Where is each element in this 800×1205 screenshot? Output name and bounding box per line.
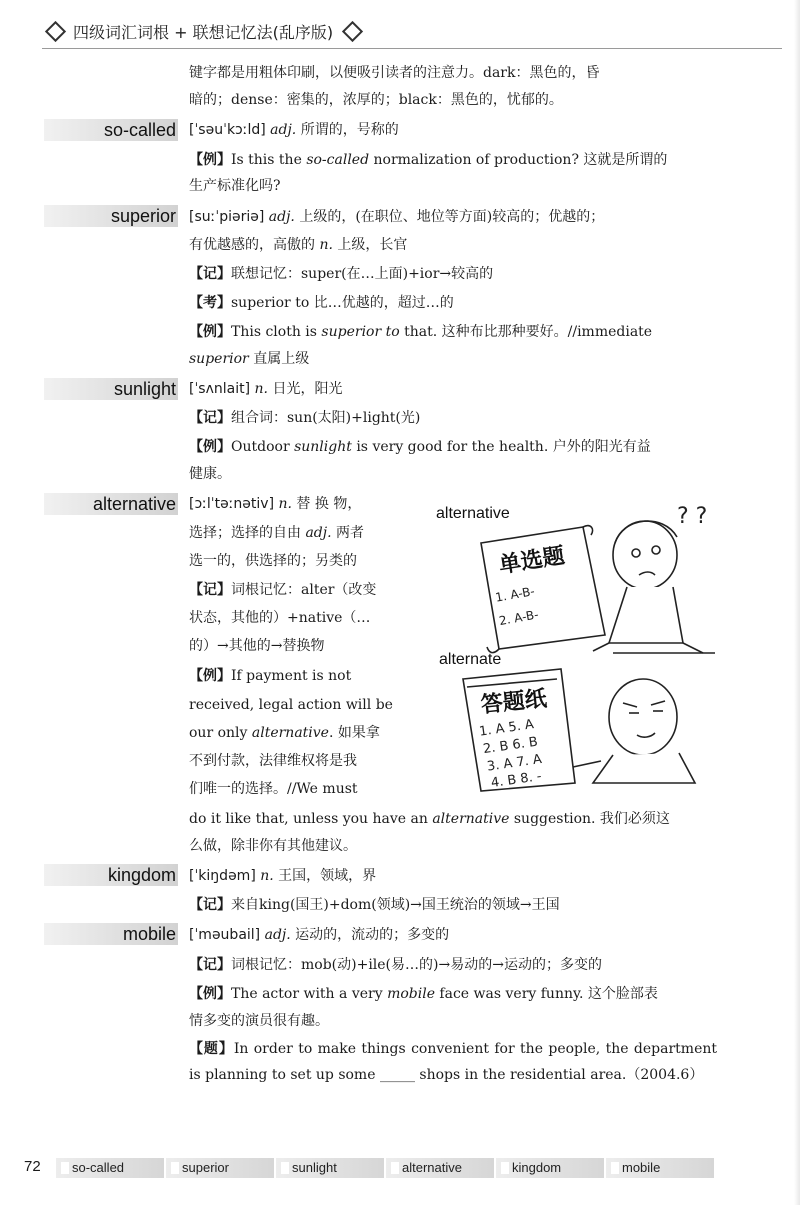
example-line: 生产标准化吗? [189,178,281,194]
paper1-line: 2. A-B- [497,607,540,629]
paper1-line: 1. A-B- [494,584,536,605]
diamond-icon [45,20,66,41]
example-line: 【例】If payment is not [189,668,352,684]
question-marks: ? ? [677,504,708,529]
entry-definition: [ˈsʌnlait] n. 日光，阳光 [189,381,343,397]
intro-line: 暗的；dense：密集的，浓厚的；black：黑色的，忧郁的。 [189,92,563,108]
memory-line: 的）→其他的→替换物 [189,638,325,654]
entry-definition: [ˈsəuˈkɔːld] adj. 所谓的，号称的 [189,122,399,138]
memory-line: 【记】组合词：sun(太阳)+light(光) [189,410,421,426]
headword-alternative: alternative [92,494,176,514]
paper2-line: 4. B 8. - [490,769,543,791]
smug-person [573,679,695,783]
footer-tab: sunlight [276,1158,384,1178]
confused-person [593,521,715,653]
paper2-line: 1. A 5. A [478,717,535,740]
footer-tab: superior [166,1158,274,1178]
headword-kingdom: kingdom [107,865,176,885]
example-line: 不到付款，法律维权将是我 [189,753,357,769]
entry-definition: [ˈkiŋdəm] n. 王国，领域，界 [189,868,377,884]
entry-definition: [ˈməubail] adj. 运动的，流动的；多变的 [189,927,450,943]
paper1-title: 单选题 [497,543,567,579]
diamond-icon [342,20,363,41]
footer-tab: mobile [606,1158,714,1178]
example-line: 么做，除非你有其他建议。 [189,838,357,854]
page-header [42,14,782,49]
example-line: received, legal action will be [189,697,393,713]
headword-so-called: so-called [103,120,176,140]
footer-tab: so-called [56,1158,164,1178]
paper2-line: 3. A 7. A [486,752,543,775]
exam-line: 【考】superior to 比…优越的，超过…的 [189,295,454,311]
entry-definition: 有优越感的，高傲的 n. 上级，长官 [189,237,408,253]
example-line: 们唯一的选择。//We must [189,781,358,797]
headword-mobile: mobile [122,924,176,944]
example-line: 【例】The actor with a very mobile face was very funny. 这个脸部表 [189,986,658,1002]
paper2-title: 答题纸 [479,686,549,719]
memory-line: 状态，其他的）+native（… [189,610,371,626]
example-line: 健康。 [189,466,231,482]
illustration-label-alternative: alternative [436,505,510,522]
cartoon-drawing [433,503,718,793]
paper2-line: 2. B 6. B [482,734,539,758]
entry-definition: 选一的，供选择的；另类的 [189,553,357,569]
memory-line: 【记】联想记忆：super(在…上面)+ior→较高的 [189,266,494,282]
memory-line: 【记】词根记忆：mob(动)+ile(易…的)→易动的→运动的；多变的 [189,957,602,973]
memory-line: 【记】来自king(国王)+dom(领域)→国王统治的领域→王国 [189,897,560,913]
headword-superior: superior [110,206,176,226]
entry-definition: 选择；选择的自由 adj. 两者 [189,525,365,541]
example-line: 【例】Is this the so-called normalization of production? 这就是所谓的 [189,152,668,168]
example-line: 情多变的演员很有趣。 [189,1013,329,1029]
entry-definition: [suːˈpiəriə] adj. 上级的，(在职位、地位等方面)较高的；优越的； [189,209,605,225]
illustration-label-alternate: alternate [439,651,502,668]
example-line: 【例】Outdoor sunlight is very good for the health. 户外的阳光有益 [189,439,651,455]
example-line: our only alternative. 如果拿 [189,725,380,741]
example-line: do it like that, unless you have an alternative suggestion. 我们必须这 [189,811,670,827]
footer-tab: kingdom [496,1158,604,1178]
intro-line: 键字都是用粗体印刷，以便吸引读者的注意力。dark：黑色的，昏 [189,65,600,81]
header-title: 四级词汇词根 + 联想记忆法(乱序版) [73,22,334,42]
page-number: 72 [24,1158,41,1175]
example-line: superior 直属上级 [189,351,310,367]
headword-sunlight: sunlight [113,379,176,399]
cartoon-illustration [433,503,718,793]
example-line: 【例】This cloth is superior to that. 这种布比那种要好。//immediate [189,324,653,340]
footer-tab: alternative [386,1158,494,1178]
question-block: 【题】In order to make things convenient for the people, the department is planning to set up some _____ shops in the residential area.（2004.6） [189,1041,718,1083]
page-edge [794,0,800,1205]
entry-definition: [ɔːlˈtəːnətiv] n. 替 换 物， [189,496,362,512]
memory-line: 【记】词根记忆：alter（改变 [189,582,377,598]
